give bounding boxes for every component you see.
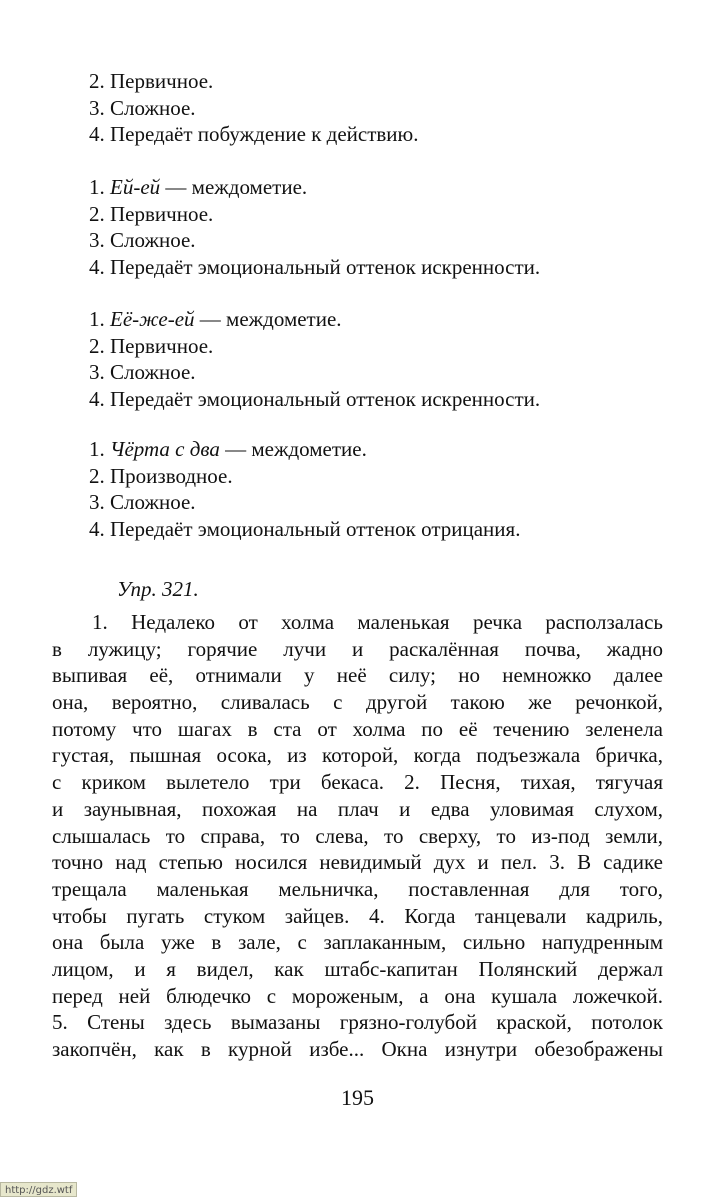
paragraph-line: 1. Недалеко от холма маленькая речка расползалась [92,610,663,634]
answer-list-4 [89,436,520,542]
paragraph-line: потому что шагах в ста от холма по её течению зеленела [52,716,663,741]
list-item-heading: 1. Ей-ей — междометие. [89,175,308,199]
list-item: 4. Передаёт побуждение к действию. [89,122,419,146]
list-item: 3. Сложное. [89,95,196,120]
paragraph-line: она, вероятно, сливалась с другой такою же речонкой, [52,690,663,715]
answer-list-3 [89,306,540,412]
answer-list-2 [89,174,540,280]
list-item: 4. Передаёт эмоциональный оттенок искренности. [89,254,541,279]
paragraph-line: точно над степью носился невидимый дух и пел. 3. В садике [52,850,663,875]
list-item: 2. Первичное. [89,69,214,93]
list-item: 3. Сложное. [89,360,196,384]
list-item: 2. Первичное. [89,201,214,226]
exercise-paragraph [52,609,663,1063]
paragraph-line: закопчён, как в курной избе... Окна изнутри обезображены [52,1037,663,1061]
list-item: 2. Производное. [89,463,233,488]
paragraph-line: густая, пышная осока, из которой, когда подъезжала бричка, [52,743,663,768]
list-item: 2. Первичное. [89,333,214,358]
paragraph-line: в лужицу; горячие лучи и раскалённая почва, жадно [52,636,663,661]
paragraph-line: и заунывная, похожая на плач и едва уловимая слухом, [52,796,663,821]
list-item: 3. Сложное. [89,490,196,514]
paragraph-line: чтобы пугать стуком зайцев. 4. Когда танцевали кадриль, [52,903,663,928]
list-item: 4. Передаёт эмоциональный оттенок отрицания. [89,516,521,541]
list-item-heading: 1. Чёрта с два — междометие. [89,437,367,461]
paragraph-line: трещала маленькая мельничка, поставленная для того, [52,876,663,901]
watermark-link[interactable]: http://gdz.wtf [0,1182,77,1197]
list-item-heading: 1. Её-же-ей — междометие. [89,307,342,331]
paragraph-line: выпивая её, отнимали у неё силу; но немножко далее [52,663,663,688]
list-item: 4. Передаёт эмоциональный оттенок искренности. [89,386,541,411]
list-item: 3. Сложное. [89,228,196,252]
paragraph-line: 5. Стены здесь вымазаны грязно-голубой краской, потолок [52,1010,663,1035]
paragraph-line: с криком вылетело три бекаса. 2. Песня, тихая, тягучая [52,770,663,795]
answer-list-1 [89,68,418,148]
exercise-heading: Упр. 321. [117,577,199,601]
paragraph-line: она была уже в зале, с заплаканным, сильно напудренным [52,930,663,955]
interjection-term: Ей-ей [110,175,161,199]
paragraph-line: перед ней блюдечко с мороженым, а она кушала ложечкой. [52,983,663,1008]
interjection-term: Чёрта с два [110,437,220,461]
paragraph-line: лицом, и я видел, как штабс-капитан Полянский держал [52,956,663,981]
page-number: 195 [341,1085,374,1110]
paragraph-line: слышалась то справа, то слева, то сверху, то из-под земли, [52,823,663,848]
interjection-term: Её-же-ей [110,307,195,331]
